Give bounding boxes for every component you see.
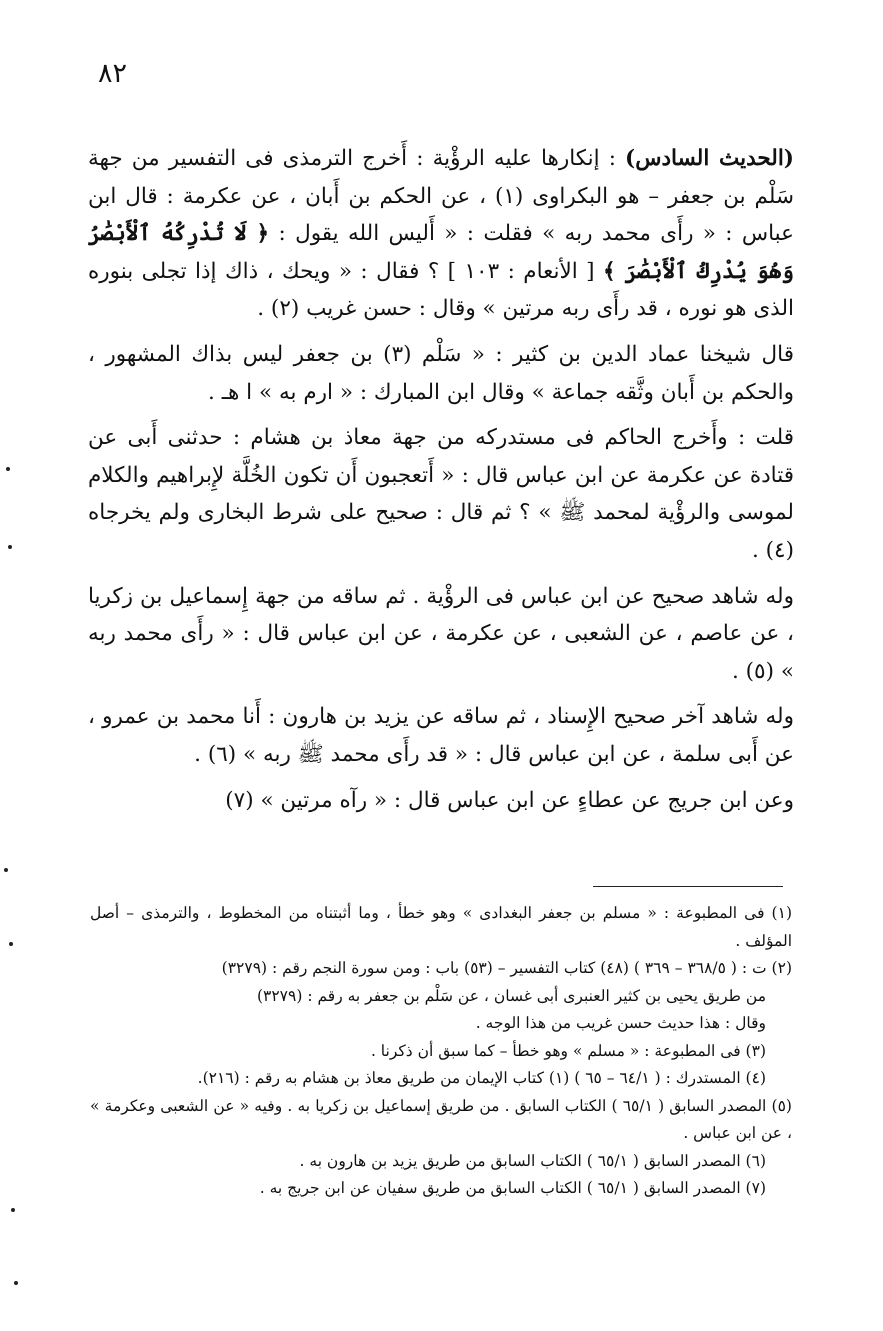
paragraph-ibn-jurayj: وعن ابن جريج عن عطاءٍ عن ابن عباس قال : « رآه مرتين » (٧) [225, 787, 794, 813]
footnote-2-remark: وقال : هذا حديث حسن غريب من هذا الوجه . [475, 1014, 766, 1032]
paragraph-hadith-six [88, 140, 794, 328]
footnote-3: (٣) فى المطبوعة : « مسلم » وهو خطأ – كما سبق أن ذكرنا . [370, 1041, 766, 1060]
scan-speck [14, 1281, 18, 1285]
scan-speck [9, 942, 13, 946]
footnote-5: (٥) المصدر السابق ( ٦٥/١ ) الكتاب السابق . من طريق إسماعيل بن زكريا به . وفيه « عن الشعبى وعكرمة » ، عن ابن عباس . [90, 1096, 792, 1142]
paragraph-ibn-kathir: قال شيخنا عماد الدين بن كثير : « سَلْم (٣) بن جعفر ليس بذاك المشهور ، والحكم بن أَبان وثَّقه جماعة » وقال ابن المبارك : « ارم به » ا هـ . [88, 341, 794, 405]
scan-speck [8, 545, 12, 549]
footnotes [90, 900, 792, 1203]
quran-verse: ﴿ لَا تُدْرِكُهُ ٱلْأَبْصَٰرُ وَهُوَ يُدْرِكُ ٱلْأَبْصَٰرَ ﴾ [88, 221, 795, 284]
footnote-1: (١) فى المطبوعة : « مسلم بن جعفر البغدادى » وهو خطأ ، وما أثبتناه من المخطوط ، والترمذى – أصل المؤلف . [90, 904, 792, 950]
page-number: ٨٢ [98, 58, 128, 89]
footnote-2-continued: من طريق يحيى بن كثير العنبرى أبى غسان ، عن سَلْم بن جعفر به رقم : (٣٢٧٩) [256, 986, 766, 1005]
paragraph-witness-another: وله شاهد آخر صحيح الإِسناد ، ثم ساقه عن يزيد بن هارون : أَنا محمد بن عمرو ، عن أَبى سلمة ، عن ابن عباس قال : « قد رأَى محمد ﷺ ربه » (٦) . [88, 704, 794, 767]
footnote-2: (٢) ت : ( ٣٦٨/٥ – ٣٦٩ ) (٤٨) كتاب التفسير – (٥٣) باب : ومن سورة النجم رقم : (٣٢٧٩) [221, 959, 792, 977]
scan-speck [6, 467, 10, 471]
paragraph-text-continued: [ الأنعام : ١٠٣ ] ؟ فقال : « ويحك ، ذاك إذا تجلى بنوره الذى هو نوره ، قد رأَى ربه مرتين » وقال : حسن غريب (٢) . [88, 258, 794, 322]
section-heading: (الحديث السادس) [625, 146, 794, 171]
footnote-6: (٦) المصدر السابق ( ٦٥/١ ) الكتاب السابق من طريق يزيد بن هارون به . [299, 1151, 766, 1170]
scan-speck [11, 1208, 15, 1212]
main-text [88, 140, 794, 819]
scan-speck [4, 868, 8, 872]
footnote-4: (٤) المستدرك : ( ٦٤/١ – ٦٥ ) (١) كتاب الإيمان من طريق معاذ بن هشام به رقم : (٢١٦). [197, 1069, 766, 1087]
paragraph-hakim: قلت : وأَخرج الحاكم فى مستدركه من جهة معاذ بن هشام : حدثنى أَبى عن قتادة عن عكرمة عن ابن عباس قال : « أَتعجبون أَن تكون الخُلَّة لإِبراهيم والكلام لموسى والرؤْية لمحمد ﷺ » ؟ ثم قال : صحيح على شرط البخارى ولم يخرجاه (٤) . [88, 425, 794, 563]
paragraph-text: : إنكارها عليه الرؤْية : أَخرج الترمذى فى التفسير من جهة سَلْم بن جعفر – هو البكراوى (١) ، عن الحكم بن أَبان ، عن عكرمة : قال ابن عباس : « رأَى محمد ربه » فقلت : « أَليس الله يقول : [88, 146, 794, 247]
paragraph-witness-sahih: وله شاهد صحيح عن ابن عباس فى الرؤْية . ثم ساقه من جهة إِسماعيل بن زكريا ، عن عاصم ، عن الشعبى ، عن عكرمة ، عن ابن عباس قال : « رأَى محمد ربه » (٥) . [88, 583, 794, 684]
footnote-separator [593, 886, 783, 887]
footnote-7: (٧) المصدر السابق ( ٦٥/١ ) الكتاب السابق من طريق سفيان عن ابن جريج به . [259, 1179, 766, 1197]
